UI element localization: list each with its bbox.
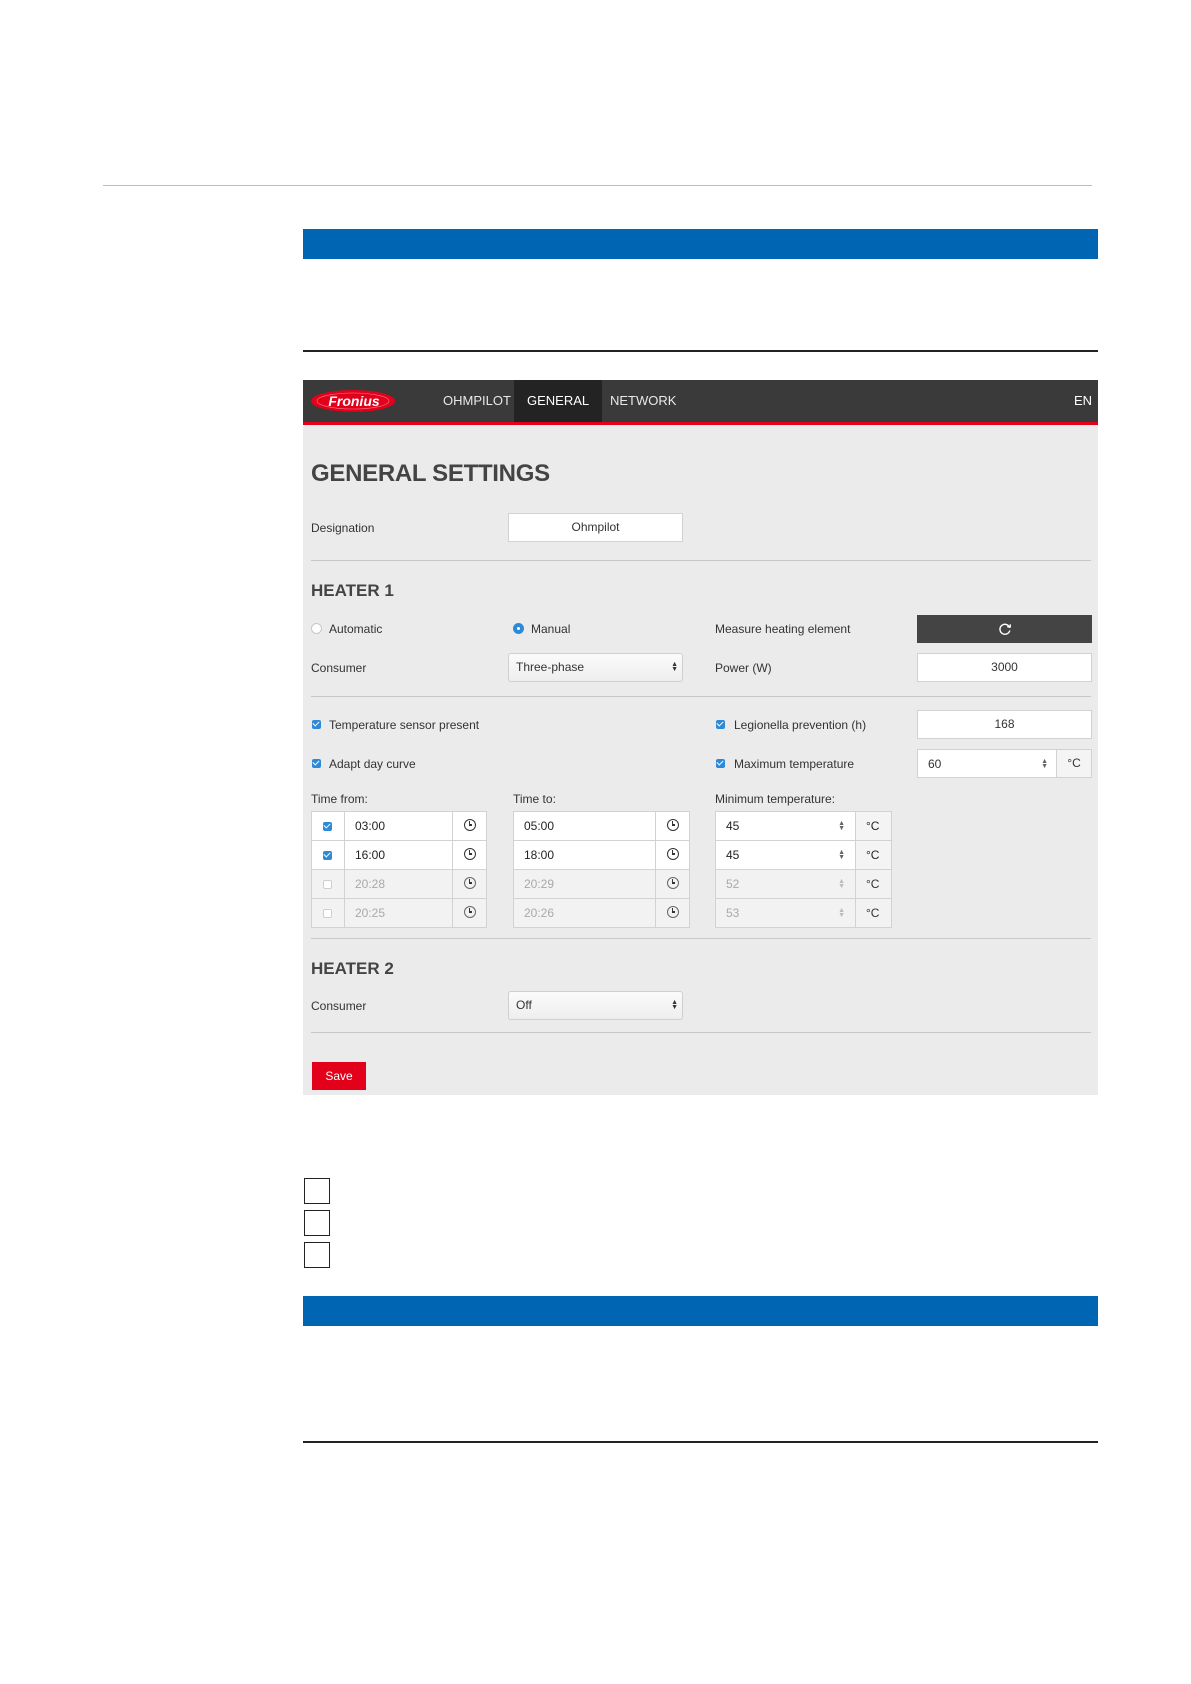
heater2-title: HEATER 2: [311, 959, 394, 978]
schedule-row-3-time-to: [513, 869, 656, 899]
section-header-bar: [303, 1296, 1098, 1326]
time-to-value: 20:26: [524, 906, 555, 920]
adapt-day-curve-checkbox[interactable]: [312, 759, 321, 768]
spinner-icon: ▲ ▼: [838, 878, 845, 890]
schedule-row-4-enable[interactable]: [311, 898, 345, 928]
time-to-picker: [655, 869, 690, 899]
schedule-checkbox[interactable]: [323, 880, 332, 889]
schedule-row-4-min-temp: [715, 898, 856, 928]
temperature-sensor-label: Temperature sensor present: [329, 718, 480, 732]
schedule-row-4-time-to: [513, 898, 656, 928]
top-navigation: [303, 380, 1098, 425]
min-temp-value: 45: [726, 848, 740, 862]
time-to-picker: [655, 898, 690, 928]
language-selector[interactable]: EN: [1073, 393, 1092, 408]
time-to-picker[interactable]: [655, 840, 690, 870]
refresh-icon: [998, 622, 1012, 636]
clock-icon: [667, 906, 679, 918]
schedule-row-1-min-temp[interactable]: [715, 811, 856, 841]
save-button[interactable]: Save: [312, 1062, 366, 1090]
maximum-temperature-input[interactable]: [917, 749, 1057, 778]
time-from-value: 20:25: [355, 906, 386, 920]
select-arrows-icon: ▲ ▼: [671, 999, 678, 1011]
time-to-value: 18:00: [524, 848, 555, 862]
clock-icon: [464, 906, 476, 918]
min-temp-value: 45: [726, 819, 740, 833]
schedule-row-4-time-from: [344, 898, 453, 928]
time-from-picker: [452, 869, 487, 899]
minimum-temperature-label: Minimum temperature:: [715, 792, 836, 806]
spinner-icon[interactable]: ▲ ▼: [838, 849, 845, 861]
maximum-temperature-checkbox[interactable]: [716, 759, 725, 768]
schedule-checkbox[interactable]: [323, 909, 332, 918]
select-arrows-icon: ▲ ▼: [671, 661, 678, 673]
clock-icon: [464, 877, 476, 889]
measure-heating-element-label: Measure heating element: [715, 622, 851, 636]
schedule-row-3-enable[interactable]: [311, 869, 345, 899]
step-checkbox-3: [304, 1242, 330, 1268]
clock-icon: [667, 877, 679, 889]
schedule-row-3-min-temp: [715, 869, 856, 899]
heater1-title: HEATER 1: [311, 581, 394, 600]
heater2-consumer-value: Off: [516, 998, 532, 1012]
heater2-consumer-select[interactable]: [508, 991, 683, 1020]
tab-general[interactable]: GENERAL: [514, 380, 602, 422]
time-from-label: Time from:: [311, 792, 368, 806]
page-top-rule: [103, 185, 1092, 186]
time-to-value: 20:29: [524, 877, 555, 891]
time-from-picker[interactable]: [452, 811, 487, 841]
min-temp-unit: [855, 898, 892, 928]
schedule-row-2-min-temp[interactable]: [715, 840, 856, 870]
time-from-value: 16:00: [355, 848, 386, 862]
legionella-input[interactable]: 168: [917, 710, 1092, 739]
schedule-checkbox[interactable]: [323, 851, 332, 860]
tab-network[interactable]: NETWORK: [610, 393, 677, 408]
divider: [311, 696, 1091, 697]
spinner-icon: ▲ ▼: [838, 907, 845, 919]
ohmpilot-web-ui: [303, 380, 1098, 1095]
divider: [311, 560, 1091, 561]
clock-icon: [464, 819, 476, 831]
min-temp-unit: [855, 811, 892, 841]
schedule-row-3-time-from: [344, 869, 453, 899]
maximum-temperature-label: Maximum temperature: [734, 757, 855, 771]
power-label: Power (W): [715, 661, 772, 675]
unit-label: °C: [866, 819, 880, 833]
measure-heating-element-button[interactable]: [917, 615, 1092, 643]
clock-icon: [667, 848, 679, 860]
schedule-row-1-enable[interactable]: [311, 811, 345, 841]
min-temp-unit: [855, 840, 892, 870]
min-temp-value: 52: [726, 877, 740, 891]
automatic-label: Automatic: [329, 622, 383, 636]
time-from-picker[interactable]: [452, 840, 487, 870]
heater2-consumer-label: Consumer: [311, 999, 367, 1013]
step-checkbox-1: [304, 1178, 330, 1204]
consumer-label: Consumer: [311, 661, 367, 675]
divider: [311, 1032, 1091, 1033]
temperature-sensor-checkbox[interactable]: [312, 720, 321, 729]
min-temp-unit: [855, 869, 892, 899]
section-divider: [303, 350, 1098, 352]
clock-icon: [464, 848, 476, 860]
section-divider: [303, 1441, 1098, 1443]
schedule-row-2-time-from[interactable]: [344, 840, 453, 870]
time-to-value: 05:00: [524, 819, 555, 833]
maximum-temperature-value: 60: [928, 757, 942, 771]
tab-ohmpilot[interactable]: OHMPILOT: [443, 393, 511, 408]
spinner-icon[interactable]: ▲ ▼: [1041, 758, 1048, 770]
time-from-value: 20:28: [355, 877, 386, 891]
manual-radio[interactable]: [513, 623, 524, 634]
time-from-picker: [452, 898, 487, 928]
manual-label: Manual: [531, 622, 571, 636]
schedule-row-2-enable[interactable]: [311, 840, 345, 870]
schedule-row-2-time-to[interactable]: [513, 840, 656, 870]
page-title: GENERAL SETTINGS: [311, 460, 550, 487]
automatic-radio[interactable]: [311, 623, 322, 634]
section-header-bar: [303, 229, 1098, 259]
consumer-select-value: Three-phase: [516, 660, 585, 674]
time-to-picker[interactable]: [655, 811, 690, 841]
clock-icon: [667, 819, 679, 831]
unit-label: °C: [866, 848, 880, 862]
divider: [311, 938, 1091, 939]
unit-label: °C: [866, 906, 880, 920]
schedule-row-1-time-to[interactable]: [513, 811, 656, 841]
maximum-temperature-unit: °C: [1056, 749, 1092, 778]
designation-input[interactable]: Ohmpilot: [508, 513, 683, 542]
schedule-checkbox[interactable]: [323, 822, 332, 831]
step-checkbox-2: [304, 1210, 330, 1236]
unit-label: °C: [866, 877, 880, 891]
time-from-value: 03:00: [355, 819, 386, 833]
adapt-day-curve-label: Adapt day curve: [329, 757, 416, 771]
schedule-row-1-time-from[interactable]: [344, 811, 453, 841]
spinner-icon[interactable]: ▲ ▼: [838, 820, 845, 832]
legionella-label: Legionella prevention (h): [734, 718, 867, 732]
consumer-select[interactable]: [508, 653, 683, 682]
designation-label: Designation: [311, 521, 375, 535]
power-input[interactable]: 3000: [917, 653, 1092, 682]
logo-text: Fronius: [328, 393, 380, 409]
min-temp-value: 53: [726, 906, 740, 920]
legionella-checkbox[interactable]: [716, 720, 725, 729]
time-to-label: Time to:: [513, 792, 556, 806]
